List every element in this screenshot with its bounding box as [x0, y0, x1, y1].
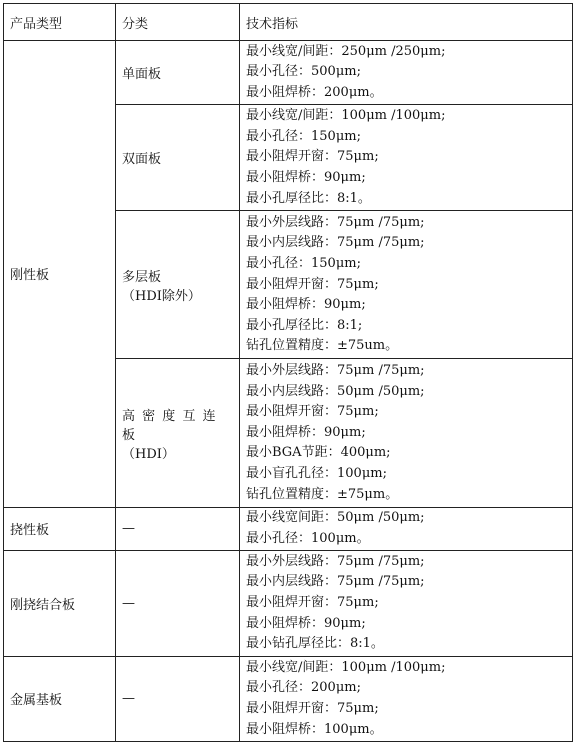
spec-line: 最小外层线路：75μm /75μm; [246, 362, 425, 378]
table-row [4, 656, 573, 741]
spec-cell [240, 359, 573, 507]
spec-line: 最小盲孔孔径：100μm; [246, 465, 387, 481]
spec-line: 钻孔位置精度：±75um。 [246, 338, 399, 354]
spec-line: 最小外层线路：75μm /75μm; [246, 553, 425, 569]
spec-line: 钻孔位置精度：±75μm。 [246, 486, 399, 502]
spec-line: 最小内层线路：75μm /75μm; [246, 235, 425, 251]
header-row [4, 4, 573, 41]
spec-line: 最小孔径：500μm; [246, 64, 361, 80]
spec-line: 最小孔厚径比：8:1。 [246, 190, 371, 206]
category-cell [116, 105, 240, 211]
product-type-cell: 挠性板 [4, 507, 116, 550]
header-product-type: 产品类型 [4, 4, 116, 41]
category-cell [116, 41, 240, 105]
spec-line: 最小钻孔厚径比：8:1。 [246, 636, 384, 652]
spec-cell [240, 105, 573, 211]
category-sublabel: （HDI除外） [122, 288, 201, 304]
spec-line: 最小阻焊桥：90μm; [246, 169, 366, 185]
table-row [4, 550, 573, 656]
category-cell [116, 211, 240, 359]
category-cell [116, 359, 240, 507]
spec-line: 最小阻焊桥：90μm; [246, 615, 366, 631]
spec-line: 最小孔厚径比：8:1; [246, 317, 363, 333]
product-type-cell: 刚性板 [4, 41, 116, 508]
table-row [4, 41, 573, 105]
category-sublabel: （HDI） [122, 446, 175, 462]
spec-line: 最小线宽/间距：100μm /100μm; [246, 659, 446, 675]
spec-line: 最小孔径：200μm; [246, 680, 361, 696]
spec-cell [240, 550, 573, 656]
category-label: — [122, 595, 135, 611]
category-label: 多层板 [122, 269, 162, 285]
spec-line: 最小孔径：100μm。 [246, 530, 370, 546]
spec-line: 最小外层线路：75μm /75μm; [246, 214, 425, 230]
spec-line: 最小内层线路：50μm /50μm; [246, 383, 425, 399]
spec-line: 最小BGA节距：400μm; [246, 445, 391, 461]
table-row [4, 507, 573, 550]
spec-cell [240, 41, 573, 105]
spec-line: 最小阻焊开窗：75μm; [246, 149, 379, 165]
spec-line: 最小阻焊开窗：75μm; [246, 594, 379, 610]
category-label: 单面板 [122, 67, 162, 83]
header-tech-specs: 技术指标 [240, 4, 573, 41]
spec-cell [240, 211, 573, 359]
spec-cell [240, 507, 573, 550]
header-category: 分类 [116, 4, 240, 41]
spec-line: 最小阻焊桥：100μm。 [246, 721, 383, 737]
spec-line: 最小阻焊开窗：75μm; [246, 276, 379, 292]
product-type-cell: 金属基板 [4, 656, 116, 741]
spec-line: 最小阻焊桥：90μm; [246, 424, 366, 440]
category-label: 双面板 [122, 152, 162, 168]
spec-line: 最小线宽/间距：100μm /100μm; [246, 108, 446, 124]
spec-line: 最小孔径：150μm; [246, 128, 361, 144]
spec-line: 最小阻焊开窗：75μm; [246, 404, 379, 420]
product-type-cell: 刚挠结合板 [4, 550, 116, 656]
spec-line: 最小线宽/间距：250μm /250μm; [246, 43, 446, 59]
category-cell [116, 507, 240, 550]
spec-line: 最小阻焊桥：90μm; [246, 297, 366, 313]
spec-line: 最小阻焊桥：200μm。 [246, 84, 383, 100]
category-cell [116, 550, 240, 656]
spec-line: 最小内层线路：75μm /75μm; [246, 574, 425, 590]
spec-line: 最小线宽间距：50μm /50μm; [246, 510, 425, 526]
spec-line: 最小阻焊开窗：75μm; [246, 700, 379, 716]
spec-table [3, 3, 573, 742]
category-label: 高密度互连板 [122, 408, 223, 443]
spec-line: 最小孔径：150μm; [246, 255, 361, 271]
spec-cell [240, 656, 573, 741]
category-label: — [122, 691, 135, 707]
category-cell [116, 656, 240, 741]
category-label: — [122, 521, 135, 537]
